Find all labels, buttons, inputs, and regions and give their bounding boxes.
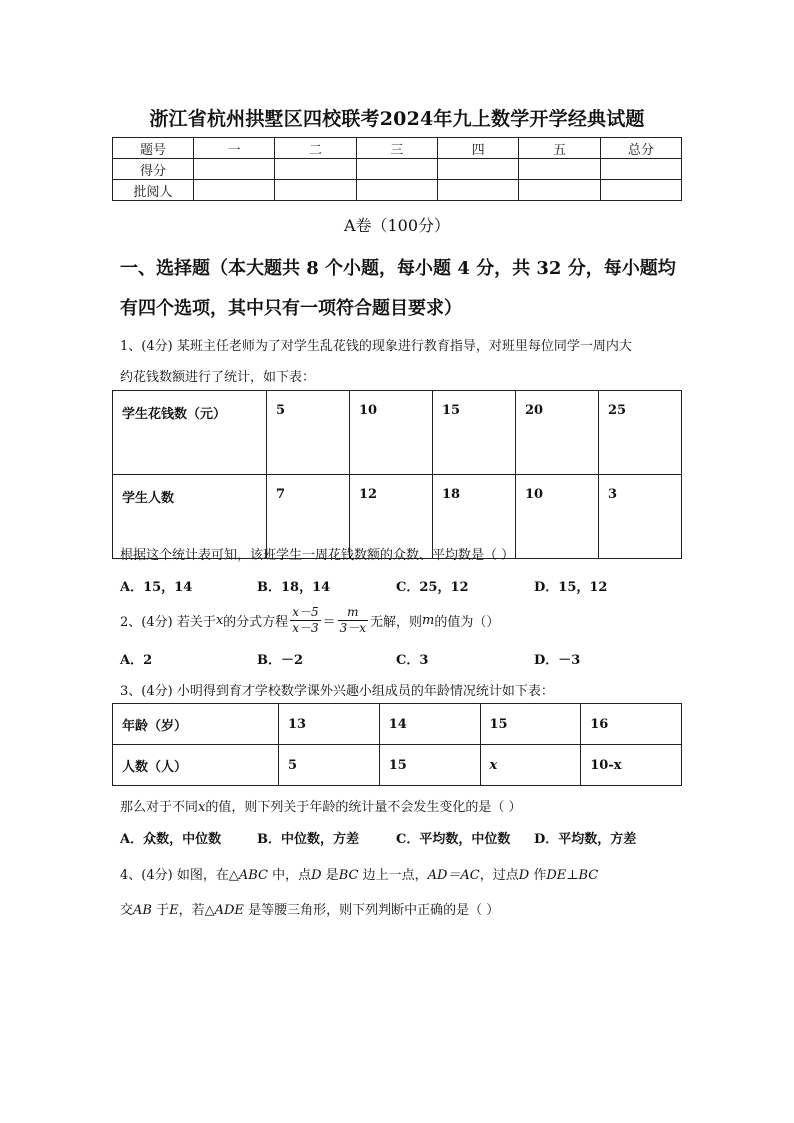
table-cell: 得分 xyxy=(113,159,194,180)
table-cell: 5 xyxy=(267,391,350,475)
score-input-cell xyxy=(275,159,356,180)
q3-table xyxy=(112,703,682,786)
q4-text: 是等腰三角形，则下列判断中正确的是（ ） xyxy=(243,903,500,918)
q4-text: 交 xyxy=(120,903,134,918)
q3-option-c: C．平均数，中位数 xyxy=(396,832,511,847)
q2-suffix1: 无解，则 xyxy=(370,614,423,630)
table-row xyxy=(113,138,682,159)
q4-math: D xyxy=(518,868,530,883)
score-input-cell xyxy=(356,159,437,180)
q3-option-a: A．众数，中位数 xyxy=(120,832,222,847)
q3-question-post: 的值，则下列关于年龄的统计量不会发生变化的是（ ） xyxy=(205,800,522,815)
table-cell: 15 xyxy=(379,745,480,786)
q2-suffix2: 的值为（） xyxy=(434,614,500,630)
table-cell: 15 xyxy=(480,704,581,745)
q3-option-d: D．平均数，方差 xyxy=(534,832,637,847)
table-cell: 7 xyxy=(267,475,350,559)
q2-option-a: A．2 xyxy=(120,653,153,668)
q2-equals: ＝ xyxy=(322,614,336,630)
table-cell: 三 xyxy=(356,138,437,159)
table-cell: 18 xyxy=(433,475,516,559)
table-cell: 13 xyxy=(279,704,380,745)
q4-text: ，过点 xyxy=(479,868,519,883)
q4-text: 4、(4分) 如图，在 xyxy=(120,868,229,883)
score-input-cell xyxy=(437,180,518,201)
q1-option-a: A．15，14 xyxy=(120,580,193,595)
score-input-cell xyxy=(275,180,356,201)
q4-math: AB xyxy=(133,903,152,918)
q4-text: 是 xyxy=(321,868,339,883)
table-cell: 人数（人） xyxy=(113,745,279,786)
q4-line2 xyxy=(120,899,690,918)
q2-fraction-1 xyxy=(290,605,320,636)
q2-var-m: m xyxy=(422,612,435,628)
table-cell: 学生人数 xyxy=(113,475,267,559)
score-input-cell xyxy=(600,180,681,201)
q2-option-c: C．3 xyxy=(396,653,429,668)
q4-text: 作 xyxy=(529,868,547,883)
q4-math: DE⊥BC xyxy=(546,868,599,883)
q1-option-d: D．15，12 xyxy=(534,580,608,595)
q2-stem xyxy=(120,602,690,638)
table-row xyxy=(113,180,682,201)
q1-table xyxy=(112,390,682,559)
q4-text: ，若 xyxy=(178,903,205,918)
section-a-heading: A卷（100分） xyxy=(343,216,451,235)
q3-stem: 3、(4分) 小明得到育才学校数学课外兴趣小组成员的年龄情况统计如下表： xyxy=(120,684,554,699)
score-input-cell xyxy=(519,180,600,201)
q2-frac2-numerator: m xyxy=(338,605,368,621)
table-cell: 20 xyxy=(516,391,599,475)
q2-frac1-denominator: x－3 xyxy=(292,620,319,635)
q4-math: E xyxy=(169,903,179,918)
table-cell: x xyxy=(480,745,581,786)
score-input-cell xyxy=(194,159,275,180)
q4-math: AD＝AC xyxy=(427,868,480,883)
table-cell: 一 xyxy=(194,138,275,159)
table-cell: 学生花钱数（元） xyxy=(113,391,267,475)
score-input-cell xyxy=(356,180,437,201)
q3-question-pre: 那么对于不同 xyxy=(120,800,199,815)
table-cell: 总分 xyxy=(600,138,681,159)
q1-stem-line1: 1、(4分) 某班主任老师为了对学生乱花钱的现象进行教育指导，对班里每位同学一周内大 xyxy=(120,339,632,354)
q2-option-b: B．－2 xyxy=(257,653,304,668)
table-cell: 二 xyxy=(275,138,356,159)
score-input-cell xyxy=(437,159,518,180)
table-row xyxy=(113,704,682,745)
q2-frac1-numerator: x－5 xyxy=(292,604,319,619)
page-title: 浙江省杭州拱墅区四校联考2024年九上数学开学经典试题 xyxy=(149,108,645,130)
q3-option-b: B．中位数，方差 xyxy=(257,832,359,847)
table-cell: 年龄（岁） xyxy=(113,704,279,745)
q2-frac2-denominator: 3－x xyxy=(339,620,367,635)
score-input-cell xyxy=(600,159,681,180)
q2-prefix: 2、(4分) 若关于 xyxy=(120,614,216,630)
table-cell: 16 xyxy=(581,704,682,745)
q1-question: 根据这个统计表可知，该班学生一周花钱数额的众数、平均数是（ ） xyxy=(120,548,515,563)
q3-question-var: x xyxy=(198,800,206,815)
table-cell: 12 xyxy=(350,475,433,559)
q4-math: BC xyxy=(338,868,359,883)
score-table xyxy=(112,137,682,201)
score-input-cell xyxy=(519,159,600,180)
table-row xyxy=(113,391,682,475)
table-cell: 14 xyxy=(379,704,480,745)
table-cell: 15 xyxy=(433,391,516,475)
score-input-cell xyxy=(194,180,275,201)
table-row xyxy=(113,745,682,786)
q1-stem-line2: 约花钱数额进行了统计，如下表： xyxy=(120,370,316,385)
q2-var-x: x xyxy=(215,612,224,628)
table-cell: 10-x xyxy=(581,745,682,786)
table-cell: 四 xyxy=(437,138,518,159)
q1-option-b: B．18，14 xyxy=(257,580,331,595)
q4-text: 中，点 xyxy=(267,868,312,883)
table-cell: 10 xyxy=(350,391,433,475)
q2-mid: 的分式方程 xyxy=(223,614,289,630)
table-cell: 批阅人 xyxy=(113,180,194,201)
q2-fraction-2 xyxy=(338,605,368,636)
table-cell: 3 xyxy=(599,475,682,559)
q4-text: 边上一点， xyxy=(358,868,428,883)
q4-math: △ABC xyxy=(228,868,268,883)
q1-option-c: C．25，12 xyxy=(396,580,469,595)
table-cell: 题号 xyxy=(113,138,194,159)
section1-heading-line2: 有四个选项，其中只有一项符合题目要求） xyxy=(120,298,462,319)
q3-question xyxy=(120,796,690,815)
q4-text: 于 xyxy=(151,903,170,918)
section1-heading-line1: 一、选择题（本大题共 8 个小题，每小题 4 分，共 32 分，每小题均 xyxy=(120,258,676,279)
table-row xyxy=(113,159,682,180)
q2-option-d: D．－3 xyxy=(534,653,581,668)
q4-math: D xyxy=(311,868,322,883)
table-cell: 五 xyxy=(519,138,600,159)
q4-math: △ADE xyxy=(204,903,244,918)
table-cell: 5 xyxy=(279,745,380,786)
q4-line1 xyxy=(120,864,690,883)
table-cell: 10 xyxy=(516,475,599,559)
table-cell: 25 xyxy=(599,391,682,475)
